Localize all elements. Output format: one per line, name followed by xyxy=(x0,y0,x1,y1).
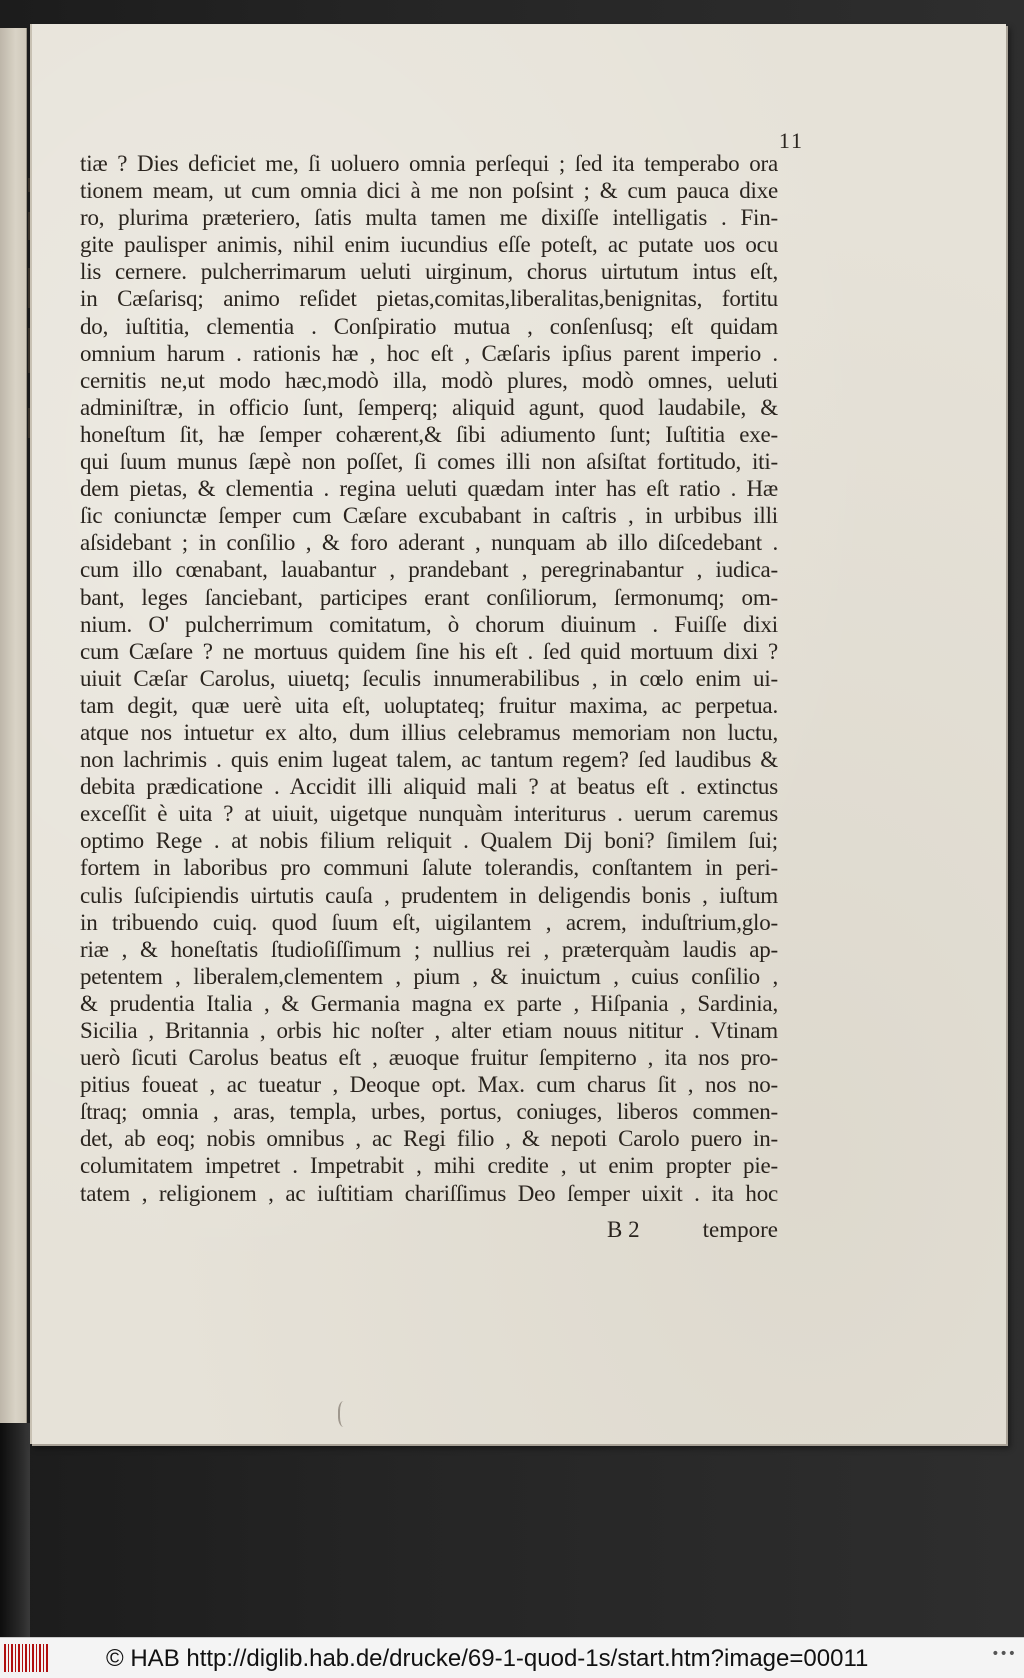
text-line: cum illo cœnabant, lauabantur , prandebant , peregrinabantur , iudica- xyxy=(80,557,778,583)
facing-page-edge xyxy=(0,28,27,1423)
text-line: fortem in laboribus pro communi ſalute tolerandis, conſtantem in peri- xyxy=(80,855,778,881)
text-line: culis ſuſcipiendis uirtutis cauſa , prudentem in deligendis bonis , iuſtum xyxy=(80,882,778,908)
text-block xyxy=(80,150,778,1207)
text-line: & prudentia Italia , & Germania magna ex parte , Hiſpania , Sardinia, xyxy=(80,990,778,1016)
footer-bar xyxy=(0,1637,1024,1678)
text-line: debita prædicatione . Accidit illi aliquid mali ? at beatus eſt . extinctus xyxy=(80,774,778,800)
text-line: tam degit, quæ uerè uita eſt, uoluptateq; fruitur maxima, ac perpetua. xyxy=(80,692,778,718)
signature-mark: B 2 xyxy=(607,1217,640,1242)
text-line: omnium harum . rationis hæ , hoc eſt , Cæſaris ipſius parent imperio . xyxy=(80,340,778,366)
text-line: dem pietas, & clementia . regina ueluti quædam inter has eſt ratio . Hæ xyxy=(80,476,778,502)
text-line: lis cernere. pulcherrimarum ueluti uirginum, chorus uirtutum intus eſt, xyxy=(80,259,778,285)
text-line: Sicilia , Britannia , orbis hic noſter , alter etiam nouus nititur . Vtinam xyxy=(80,1018,778,1043)
more-icon[interactable]: ••• xyxy=(991,1646,1016,1662)
text-line: tionem meam, ut cum omnia dici à me non poſsint ; & cum pauca dixe xyxy=(80,178,778,204)
text-line: atque nos intuetur ex alto, dum illius celebramus memoriam non luctu, xyxy=(80,719,778,745)
text-line: tiæ ? Dies deficiet me, ſi uoluero omnia perſequi ; ſed ita temperabo ora xyxy=(80,151,778,176)
text-line: ſic coniunctæ ſemper cum Cæſare excubabant in caſtris , in urbibus illi xyxy=(80,503,778,529)
text-line: gite paulisper animis, nihil enim iucundius eſſe poteſt, ac putate uos ocu xyxy=(80,232,778,258)
text-line: cum Cæſare ? ne mortuus quidem ſine his eſt . ſed quid mortuum dixi ? xyxy=(80,638,778,664)
hab-logo-icon xyxy=(4,1644,48,1672)
text-line: pitius foueat , ac tueatur , Deoque opt. Max. cum charus ſit , nos no- xyxy=(80,1072,778,1098)
text-line: bant, leges ſanciebant, participes erant conſiliorum, ſermonumq; om- xyxy=(80,584,778,610)
text-line: riæ , & honeſtatis ſtudioſiſſimum ; nullius rei , præterquàm laudis ap- xyxy=(80,936,778,962)
catchword: tempore xyxy=(702,1217,778,1242)
text-line: ſtraq; omnia , aras, templa, urbes, portus, coniuges, liberos commen- xyxy=(80,1099,778,1125)
text-line: nium. O' pulcherrimum comitatum, ò chorum diuinum . Fuiſſe dixi xyxy=(80,611,778,637)
text-line: uiuit Cæſar Carolus, uiuetq; ſeculis innumerabilibus , in cœlo enim ui- xyxy=(80,665,778,691)
text-line: non lachrimis . quis enim lugeat talem, ac tantum regem? ſed laudibus & xyxy=(80,747,778,773)
text-line: det, ab eoq; nobis omnibus , ac Regi filio , & nepoti Carolo puero in- xyxy=(80,1126,778,1152)
text-line: do, iuſtitia, clementia . Conſpiratio mutua , conſenſusq; eſt quidam xyxy=(80,313,778,339)
text-line: uerò ſicuti Carolus beatus eſt , æuoque fruitur ſempiterno , ita nos pro- xyxy=(80,1045,778,1071)
text-line: in Cæſarisq; animo reſidet pietas,comitas,liberalitas,benignitas, fortitu xyxy=(80,286,778,312)
text-line: cernitis ne,ut modo hæc,modò illa, modò plures, modò omnes, ueluti xyxy=(80,367,778,393)
text-line: tatem , religionem , ac iuſtitiam chariſſimus Deo ſemper uixit . ita hoc xyxy=(80,1180,778,1206)
text-line: petentem , liberalem,clementem , pium , & inuictum , cuius conſilio , xyxy=(80,963,778,989)
text-line: optimo Rege . at nobis filium reliquit . Qualem Dij boni? ſimilem ſui; xyxy=(80,828,778,854)
text-line: in tribuendo cuiq. quod ſuum eſt, uigilantem , acrem, induſtrium,glo- xyxy=(80,909,778,935)
folio-number: 11 xyxy=(778,128,804,153)
text-line: columitatem impetret . Impetrabit , mihi credite , ut enim propter pie- xyxy=(80,1153,778,1179)
ink-smudge xyxy=(338,1401,352,1427)
footer-copyright-url[interactable]: © HAB http://diglib.hab.de/drucke/69-1-quod-1s/start.htm?image=00011 xyxy=(106,1645,869,1672)
text-line: ro, plurima præteriero, ſatis multa tamen me dixiſſe intelligatis . Fin- xyxy=(80,205,778,231)
text-line: exceſſit è uita ? at uiuit, uigetque nunquàm interiturus . uerum caremus xyxy=(80,801,778,827)
text-line: qui ſuum munus ſæpè non poſſet, ſi comes illi non aſsiſtat fortitudo, iti- xyxy=(80,449,778,475)
text-line: honeſtum ſit, hæ ſemper cohærent,& ſibi adiumento ſunt; Iuſtitia exe- xyxy=(80,421,778,447)
text-line: aſsidebant ; in conſilio , & foro aderant , nunquam ab illo diſcedebant . xyxy=(80,530,778,556)
catchline xyxy=(80,1217,778,1247)
binding-spine xyxy=(0,1423,30,1637)
text-line: adminiſtræ, in officio ſunt, ſemperq; aliquid agunt, quod laudabile, & xyxy=(80,394,778,420)
